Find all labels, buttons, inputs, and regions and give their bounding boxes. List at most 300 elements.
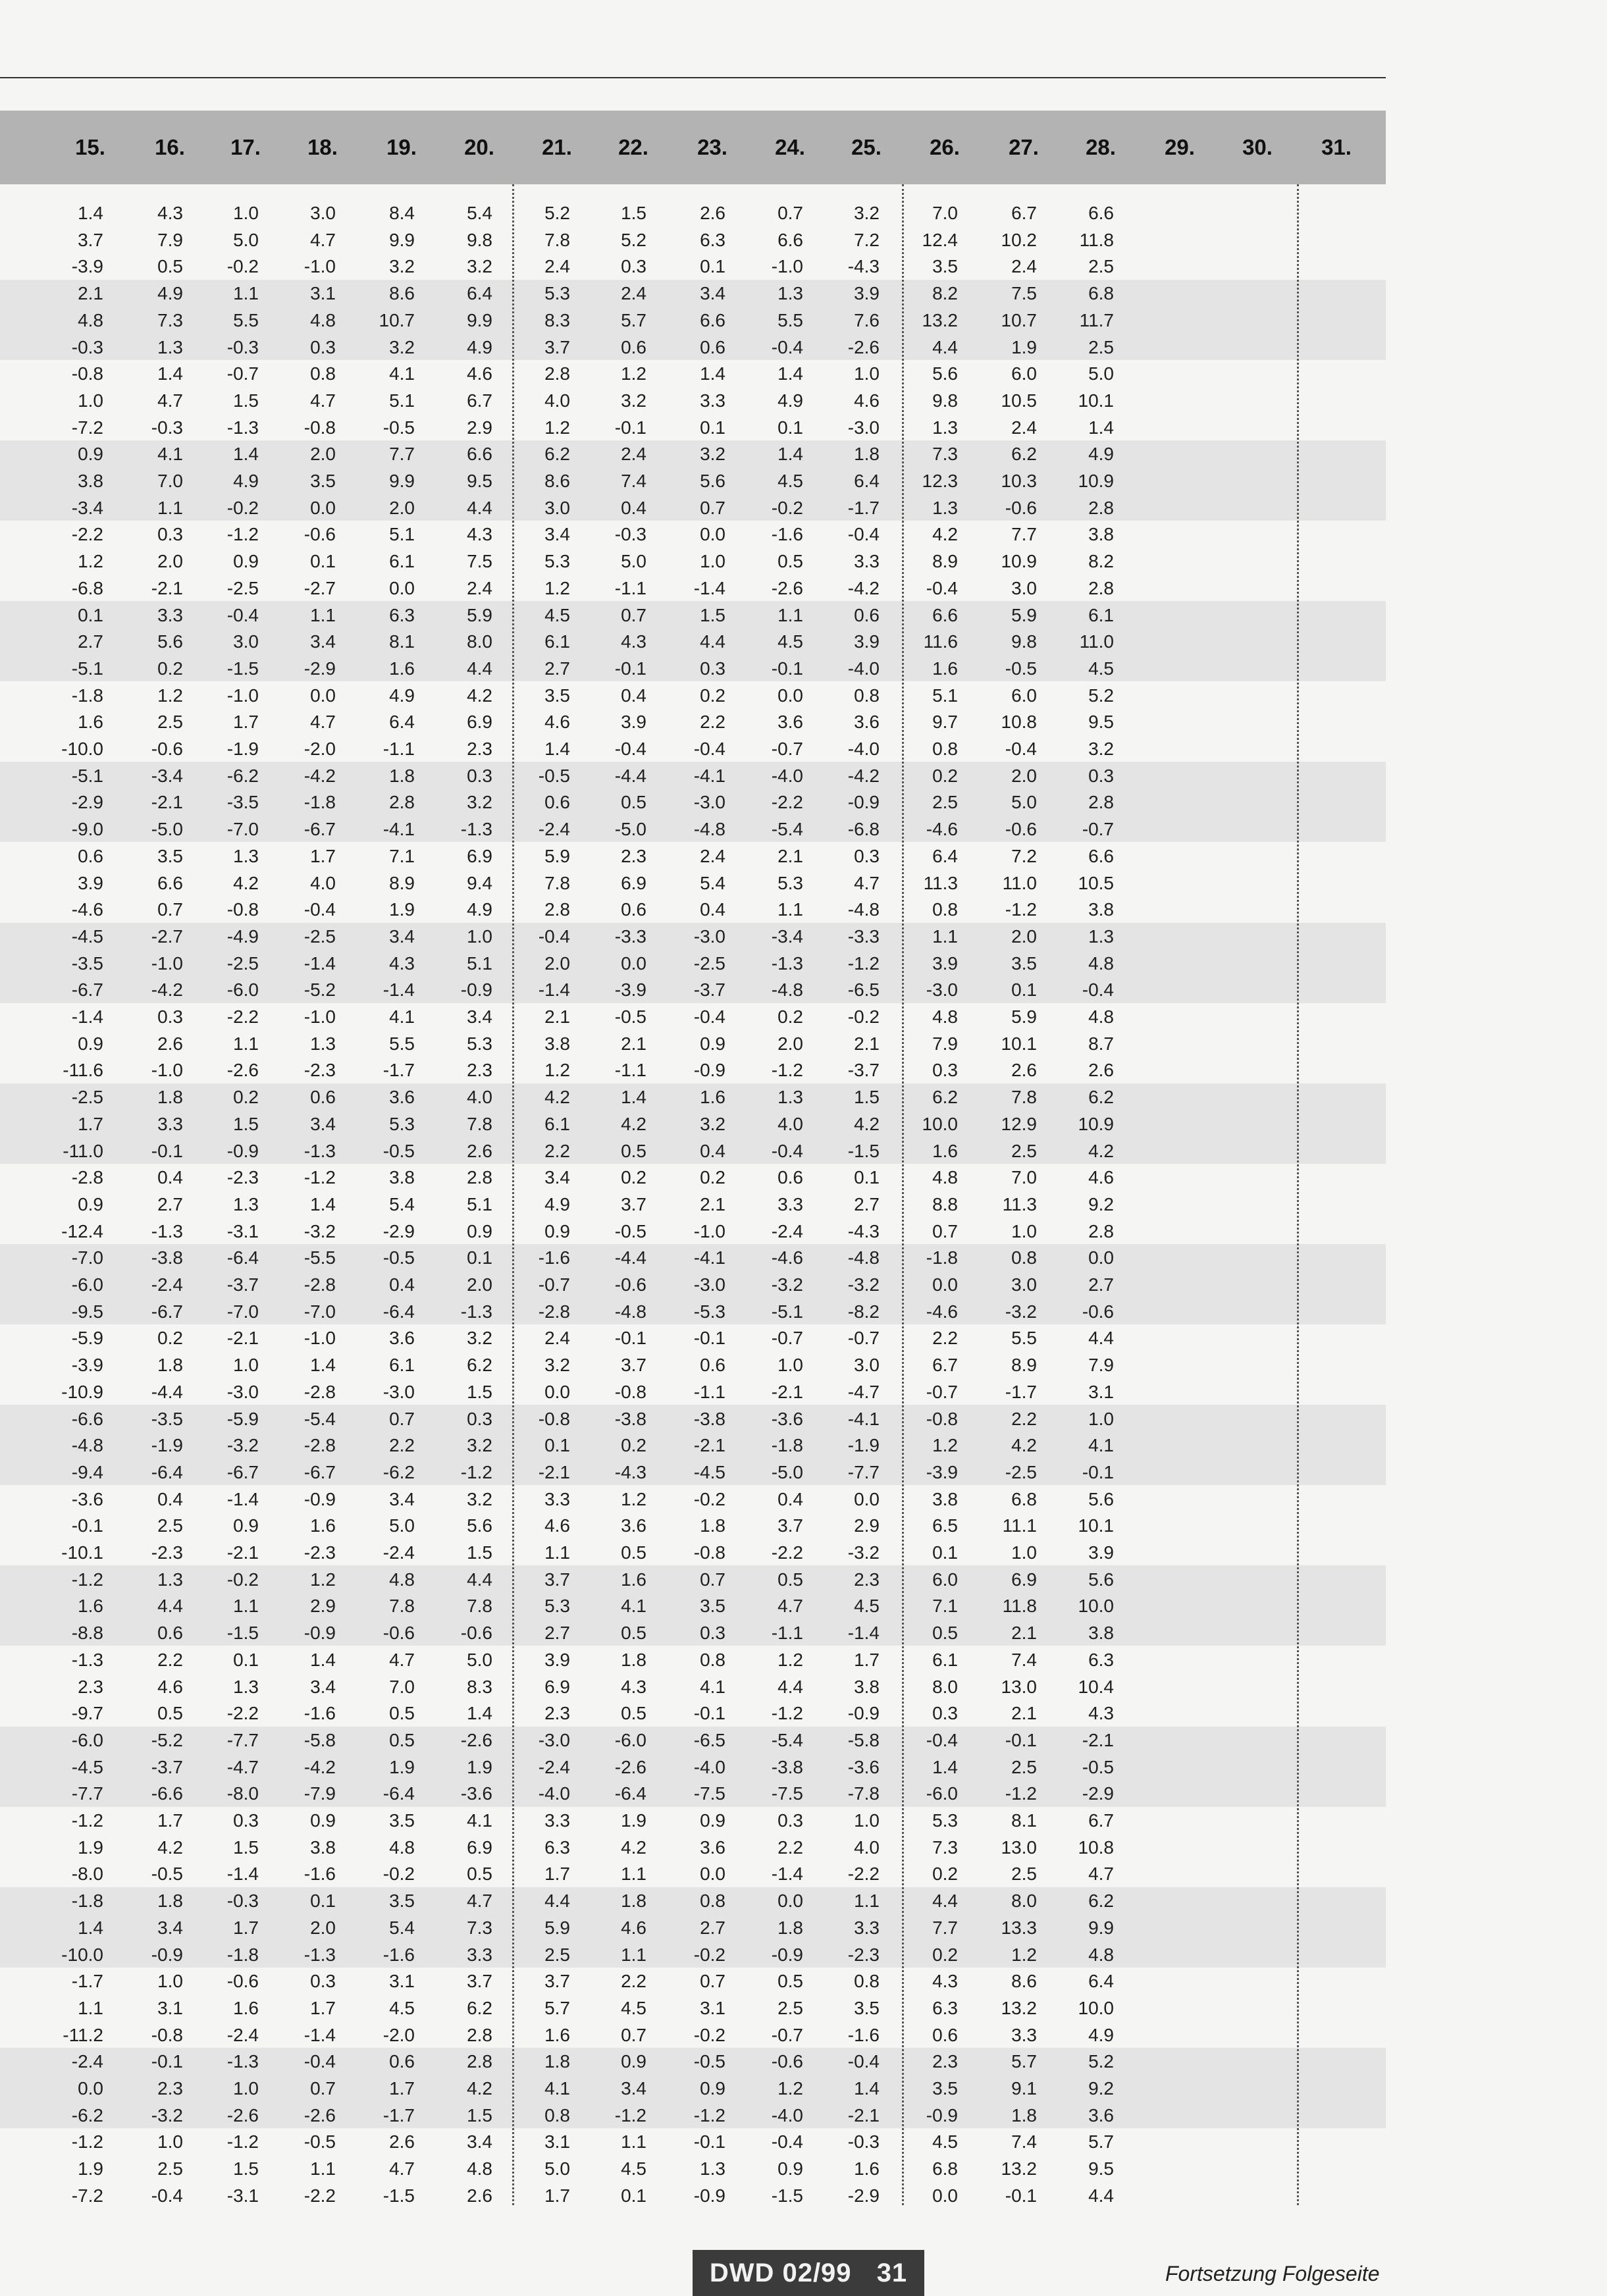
- cell-r71-day17: 1.0: [233, 2078, 259, 2099]
- cell-r75-day25: -2.9: [847, 2185, 880, 2206]
- cell-r44-day23: 0.6: [700, 1355, 725, 1376]
- cell-r73-day15: -1.2: [71, 2131, 103, 2152]
- cell-r51-day17: -2.1: [226, 1542, 259, 1563]
- cell-r53-day18: 2.9: [310, 1596, 336, 1617]
- cell-r18-day23: 0.3: [700, 658, 725, 679]
- cell-r10-day21: 6.2: [544, 444, 570, 465]
- cell-r23-day15: -2.9: [71, 792, 103, 813]
- cell-r20-day16: 2.5: [157, 712, 183, 733]
- cell-r36-day24: -0.4: [771, 1140, 803, 1161]
- column-divider-1: [512, 184, 514, 2205]
- cell-r19-day25: 0.8: [854, 685, 880, 706]
- cell-r69-day25: -1.6: [847, 2024, 880, 2045]
- cell-r62-day19: 4.8: [389, 1837, 415, 1858]
- cell-r63-day19: -0.2: [382, 1864, 415, 1885]
- cell-r18-day25: -4.0: [847, 658, 880, 679]
- cell-r56-day15: 2.3: [78, 1676, 103, 1697]
- cell-r75-day17: -3.1: [226, 2185, 259, 2206]
- cell-r14-day24: 0.5: [777, 551, 803, 572]
- cell-r62-day18: 3.8: [310, 1837, 336, 1858]
- cell-r30-day19: -1.4: [382, 979, 415, 1001]
- cell-r22-day20: 0.3: [467, 765, 492, 786]
- cell-r9-day17: -1.3: [226, 417, 259, 438]
- cell-r68-day21: 5.7: [544, 1997, 570, 2018]
- cell-r27-day27: -1.2: [1005, 899, 1037, 920]
- cell-r16-day26: 6.6: [932, 604, 958, 625]
- cell-r26-day18: 4.0: [310, 872, 336, 893]
- cell-r39-day17: -3.1: [226, 1220, 259, 1241]
- cell-r39-day28: 2.8: [1088, 1220, 1114, 1241]
- cell-r74-day25: 1.6: [854, 2158, 880, 2179]
- cell-r18-day26: 1.6: [932, 658, 958, 679]
- cell-r11-day17: 4.9: [233, 471, 259, 491]
- cell-r35-day23: 3.2: [700, 1113, 725, 1134]
- cell-r4-day17: 1.1: [233, 283, 259, 304]
- cell-r6-day28: 2.5: [1088, 336, 1114, 357]
- cell-r54-day23: 0.3: [700, 1623, 725, 1644]
- cell-r25-day27: 7.2: [1011, 845, 1037, 866]
- cell-r7-day27: 6.0: [1011, 363, 1037, 384]
- cell-r43-day24: -0.7: [771, 1328, 803, 1349]
- cell-r32-day26: 7.9: [932, 1033, 958, 1054]
- cell-r58-day15: -6.0: [71, 1729, 103, 1750]
- cell-r13-day15: -2.2: [71, 524, 103, 545]
- cell-r11-day16: 7.0: [157, 471, 183, 491]
- cell-r56-day26: 8.0: [932, 1676, 958, 1697]
- cell-r1-day23: 2.6: [700, 203, 725, 223]
- cell-r53-day22: 4.1: [621, 1596, 646, 1617]
- cell-r61-day18: 0.9: [310, 1810, 336, 1831]
- cell-r47-day23: -2.1: [693, 1435, 725, 1456]
- cell-r40-day22: -4.4: [614, 1247, 646, 1268]
- cell-r29-day25: -1.2: [847, 952, 880, 974]
- cell-r58-day25: -5.8: [847, 1729, 880, 1750]
- cell-r16-day21: 4.5: [544, 604, 570, 625]
- cell-r41-day22: -0.6: [614, 1274, 646, 1295]
- cell-r48-day17: -6.7: [226, 1461, 259, 1482]
- cell-r36-day23: 0.4: [700, 1140, 725, 1161]
- cell-r46-day17: -5.9: [226, 1408, 259, 1429]
- cell-r3-day21: 2.4: [544, 256, 570, 277]
- cell-r49-day23: -0.2: [693, 1488, 725, 1509]
- cell-r37-day27: 7.0: [1011, 1167, 1037, 1188]
- cell-r26-day19: 8.9: [389, 872, 415, 893]
- cell-r19-day23: 0.2: [700, 685, 725, 706]
- cell-r29-day15: -3.5: [71, 952, 103, 974]
- cell-r16-day27: 5.9: [1011, 604, 1037, 625]
- cell-r56-day27: 13.0: [1001, 1676, 1037, 1697]
- cell-r15-day19: 0.0: [389, 577, 415, 598]
- cell-r33-day26: 0.3: [932, 1060, 958, 1081]
- day-header-31: 31.: [1321, 135, 1352, 159]
- cell-r8-day21: 4.0: [544, 390, 570, 411]
- cell-r45-day17: -3.0: [226, 1381, 259, 1402]
- cell-r16-day19: 6.3: [389, 604, 415, 625]
- cell-r13-day24: -1.6: [771, 524, 803, 545]
- cell-r45-day15: -10.9: [61, 1381, 103, 1402]
- cell-r23-day16: -2.1: [151, 792, 183, 813]
- cell-r41-day17: -3.7: [226, 1274, 259, 1295]
- day-header-29: 29.: [1165, 135, 1195, 159]
- cell-r59-day27: 2.5: [1011, 1756, 1037, 1777]
- cell-r43-day26: 2.2: [932, 1328, 958, 1349]
- cell-r36-day15: -11.0: [63, 1140, 103, 1161]
- cell-r15-day15: -6.8: [71, 577, 103, 598]
- cell-r63-day25: -2.2: [847, 1864, 880, 1885]
- cell-r50-day25: 2.9: [854, 1515, 880, 1536]
- cell-r59-day25: -3.6: [847, 1756, 880, 1777]
- cell-r29-day22: 0.0: [621, 952, 646, 974]
- cell-r39-day20: 0.9: [467, 1220, 492, 1241]
- cell-r62-day17: 1.5: [233, 1837, 259, 1858]
- cell-r8-day15: 1.0: [78, 390, 103, 411]
- cell-r65-day21: 5.9: [544, 1917, 570, 1938]
- cell-r52-day15: -1.2: [71, 1569, 103, 1590]
- cell-r17-day16: 5.6: [157, 631, 183, 652]
- cell-r56-day20: 8.3: [467, 1676, 492, 1697]
- cell-r60-day25: -7.8: [847, 1783, 880, 1804]
- cell-r18-day17: -1.5: [226, 658, 259, 679]
- cell-r72-day17: -2.6: [226, 2104, 259, 2126]
- cell-r41-day18: -2.8: [303, 1274, 336, 1295]
- cell-r73-day16: 1.0: [157, 2131, 183, 2152]
- cell-r35-day25: 4.2: [854, 1113, 880, 1134]
- cell-r41-day28: 2.7: [1088, 1274, 1114, 1295]
- cell-r5-day26: 13.2: [922, 309, 958, 330]
- cell-r54-day15: -8.8: [71, 1623, 103, 1644]
- cell-r55-day20: 5.0: [467, 1649, 492, 1670]
- cell-r46-day15: -6.6: [71, 1408, 103, 1429]
- cell-r43-day27: 5.5: [1011, 1328, 1037, 1349]
- cell-r52-day21: 3.7: [544, 1569, 570, 1590]
- cell-r71-day21: 4.1: [544, 2078, 570, 2099]
- cell-r23-day24: -2.2: [771, 792, 803, 813]
- cell-r69-day26: 0.6: [932, 2024, 958, 2045]
- cell-r41-day25: -3.2: [847, 1274, 880, 1295]
- cell-r57-day28: 4.3: [1088, 1703, 1114, 1724]
- cell-r16-day15: 0.1: [78, 604, 103, 625]
- cell-r59-day26: 1.4: [932, 1756, 958, 1777]
- cell-r33-day18: -2.3: [303, 1060, 336, 1081]
- cell-r34-day21: 4.2: [544, 1087, 570, 1108]
- cell-r62-day26: 7.3: [932, 1837, 958, 1858]
- cell-r53-day26: 7.1: [932, 1596, 958, 1617]
- cell-r32-day21: 3.8: [544, 1033, 570, 1054]
- cell-r8-day24: 4.9: [777, 390, 803, 411]
- cell-r43-day28: 4.4: [1088, 1328, 1114, 1349]
- cell-r24-day28: -0.7: [1082, 819, 1114, 840]
- cell-r16-day24: 1.1: [777, 604, 803, 625]
- cell-r8-day19: 5.1: [389, 390, 415, 411]
- cell-r16-day16: 3.3: [157, 604, 183, 625]
- cell-r33-day23: -0.9: [693, 1060, 725, 1081]
- cell-r70-day16: -0.1: [151, 2051, 183, 2072]
- cell-r11-day21: 8.6: [544, 471, 570, 491]
- cell-r64-day23: 0.8: [700, 1891, 725, 1912]
- cell-r42-day27: -3.2: [1005, 1301, 1037, 1322]
- cell-r64-day27: 8.0: [1011, 1891, 1037, 1912]
- cell-r12-day28: 2.8: [1088, 497, 1114, 518]
- cell-r54-day22: 0.5: [621, 1623, 646, 1644]
- cell-r44-day16: 1.8: [157, 1355, 183, 1376]
- cell-r32-day27: 10.1: [1001, 1033, 1037, 1054]
- cell-r38-day21: 4.9: [544, 1193, 570, 1214]
- cell-r9-day26: 1.3: [932, 417, 958, 438]
- cell-r22-day17: -6.2: [226, 765, 259, 786]
- cell-r68-day27: 13.2: [1001, 1997, 1037, 2018]
- cell-r66-day18: -1.3: [303, 1944, 336, 1965]
- cell-r3-day18: -1.0: [303, 256, 336, 277]
- cell-r10-day19: 7.7: [389, 444, 415, 465]
- cell-r56-day19: 7.0: [389, 1676, 415, 1697]
- cell-r5-day21: 8.3: [544, 309, 570, 330]
- cell-r42-day16: -6.7: [151, 1301, 183, 1322]
- cell-r21-day25: -4.0: [847, 739, 880, 759]
- cell-r27-day23: 0.4: [700, 899, 725, 920]
- cell-r14-day21: 5.3: [544, 551, 570, 572]
- cell-r56-day25: 3.8: [854, 1676, 880, 1697]
- cell-r65-day19: 5.4: [389, 1917, 415, 1938]
- cell-r24-day19: -4.1: [382, 819, 415, 840]
- cell-r11-day20: 9.5: [467, 471, 492, 491]
- cell-r50-day19: 5.0: [389, 1515, 415, 1536]
- cell-r70-day27: 5.7: [1011, 2051, 1037, 2072]
- cell-r33-day19: -1.7: [382, 1060, 415, 1081]
- cell-r32-day16: 2.6: [157, 1033, 183, 1054]
- cell-r61-day16: 1.7: [157, 1810, 183, 1831]
- cell-r55-day17: 0.1: [233, 1649, 259, 1670]
- cell-r62-day22: 4.2: [621, 1837, 646, 1858]
- cell-r63-day15: -8.0: [71, 1864, 103, 1885]
- cell-r5-day19: 10.7: [379, 309, 415, 330]
- cell-r58-day21: -3.0: [538, 1729, 570, 1750]
- day-header-27: 27.: [1009, 135, 1039, 159]
- cell-r41-day15: -6.0: [71, 1274, 103, 1295]
- cell-r65-day24: 1.8: [777, 1917, 803, 1938]
- cell-r40-day17: -6.4: [226, 1247, 259, 1268]
- cell-r4-day16: 4.9: [157, 283, 183, 304]
- cell-r60-day19: -6.4: [382, 1783, 415, 1804]
- cell-r1-day16: 4.3: [157, 203, 183, 223]
- cell-r73-day22: 1.1: [621, 2131, 646, 2152]
- cell-r37-day17: -2.3: [226, 1167, 259, 1188]
- cell-r28-day19: 3.4: [389, 926, 415, 947]
- cell-r48-day18: -6.7: [303, 1461, 336, 1482]
- cell-r68-day23: 3.1: [700, 1997, 725, 2018]
- cell-r9-day15: -7.2: [71, 417, 103, 438]
- top-rule: [0, 77, 1386, 78]
- cell-r60-day28: -2.9: [1082, 1783, 1114, 1804]
- cell-r11-day26: 12.3: [922, 471, 958, 491]
- cell-r19-day22: 0.4: [621, 685, 646, 706]
- cell-r57-day25: -0.9: [847, 1703, 880, 1724]
- cell-r6-day25: -2.6: [847, 336, 880, 357]
- cell-r45-day25: -4.7: [847, 1381, 880, 1402]
- cell-r55-day16: 2.2: [157, 1649, 183, 1670]
- cell-r28-day27: 2.0: [1011, 926, 1037, 947]
- cell-r52-day23: 0.7: [700, 1569, 725, 1590]
- cell-r28-day23: -3.0: [693, 926, 725, 947]
- cell-r18-day22: -0.1: [614, 658, 646, 679]
- cell-r22-day19: 1.8: [389, 765, 415, 786]
- cell-r16-day17: -0.4: [226, 604, 259, 625]
- cell-r38-day28: 9.2: [1088, 1193, 1114, 1214]
- cell-r50-day26: 6.5: [932, 1515, 958, 1536]
- cell-r39-day25: -4.3: [847, 1220, 880, 1241]
- day-header-25: 25.: [851, 135, 882, 159]
- cell-r34-day25: 1.5: [854, 1087, 880, 1108]
- cell-r21-day22: -0.4: [614, 739, 646, 759]
- cell-r28-day24: -3.4: [771, 926, 803, 947]
- cell-r32-day17: 1.1: [233, 1033, 259, 1054]
- cell-r65-day20: 7.3: [467, 1917, 492, 1938]
- cell-r57-day20: 1.4: [467, 1703, 492, 1724]
- cell-r3-day16: 0.5: [157, 256, 183, 277]
- cell-r2-day27: 10.2: [1001, 229, 1037, 250]
- cell-r71-day26: 3.5: [932, 2078, 958, 2099]
- cell-r9-day28: 1.4: [1088, 417, 1114, 438]
- cell-r75-day26: 0.0: [932, 2185, 958, 2206]
- cell-r31-day19: 4.1: [389, 1006, 415, 1027]
- cell-r20-day22: 3.9: [621, 712, 646, 733]
- cell-r47-day16: -1.9: [151, 1435, 183, 1456]
- cell-r41-day27: 3.0: [1011, 1274, 1037, 1295]
- cell-r48-day16: -6.4: [151, 1461, 183, 1482]
- cell-r73-day24: -0.4: [771, 2131, 803, 2152]
- cell-r3-day15: -3.9: [71, 256, 103, 277]
- cell-r28-day15: -4.5: [71, 926, 103, 947]
- cell-r22-day28: 0.3: [1088, 765, 1114, 786]
- cell-r43-day18: -1.0: [303, 1328, 336, 1349]
- cell-r19-day24: 0.0: [777, 685, 803, 706]
- cell-r71-day24: 1.2: [777, 2078, 803, 2099]
- cell-r28-day21: -0.4: [538, 926, 570, 947]
- cell-r33-day15: -11.6: [63, 1060, 103, 1081]
- cell-r75-day18: -2.2: [303, 2185, 336, 2206]
- cell-r29-day28: 4.8: [1088, 952, 1114, 974]
- cell-r66-day16: -0.9: [151, 1944, 183, 1965]
- cell-r14-day22: 5.0: [621, 551, 646, 572]
- cell-r9-day23: 0.1: [700, 417, 725, 438]
- cell-r54-day27: 2.1: [1011, 1623, 1037, 1644]
- cell-r67-day19: 3.1: [389, 1971, 415, 1992]
- cell-r5-day27: 10.7: [1001, 309, 1037, 330]
- cell-r37-day20: 2.8: [467, 1167, 492, 1188]
- cell-r8-day26: 9.8: [932, 390, 958, 411]
- cell-r61-day28: 6.7: [1088, 1810, 1114, 1831]
- cell-r5-day22: 5.7: [621, 309, 646, 330]
- cell-r50-day20: 5.6: [467, 1515, 492, 1536]
- cell-r48-day25: -7.7: [847, 1461, 880, 1482]
- cell-r2-day26: 12.4: [922, 229, 958, 250]
- cell-r65-day23: 2.7: [700, 1917, 725, 1938]
- cell-r21-day17: -1.9: [226, 739, 259, 759]
- cell-r20-day28: 9.5: [1088, 712, 1114, 733]
- cell-r39-day21: 0.9: [544, 1220, 570, 1241]
- cell-r10-day27: 6.2: [1011, 444, 1037, 465]
- day-header-row: [0, 111, 1386, 184]
- cell-r73-day26: 4.5: [932, 2131, 958, 2152]
- cell-r51-day21: 1.1: [544, 1542, 570, 1563]
- cell-r31-day16: 0.3: [157, 1006, 183, 1027]
- cell-r64-day24: 0.0: [777, 1891, 803, 1912]
- cell-r22-day18: -4.2: [303, 765, 336, 786]
- cell-r50-day24: 3.7: [777, 1515, 803, 1536]
- cell-r47-day25: -1.9: [847, 1435, 880, 1456]
- cell-r8-day16: 4.7: [157, 390, 183, 411]
- cell-r31-day28: 4.8: [1088, 1006, 1114, 1027]
- cell-r3-day22: 0.3: [621, 256, 646, 277]
- cell-r71-day22: 3.4: [621, 2078, 646, 2099]
- cell-r24-day18: -6.7: [303, 819, 336, 840]
- cell-r30-day17: -6.0: [226, 979, 259, 1001]
- cell-r70-day25: -0.4: [847, 2051, 880, 2072]
- cell-r74-day15: 1.9: [78, 2158, 103, 2179]
- cell-r40-day24: -4.6: [771, 1247, 803, 1268]
- cell-r57-day18: -1.6: [303, 1703, 336, 1724]
- cell-r14-day23: 1.0: [700, 551, 725, 572]
- cell-r13-day23: 0.0: [700, 524, 725, 545]
- cell-r54-day19: -0.6: [382, 1623, 415, 1644]
- cell-r14-day17: 0.9: [233, 551, 259, 572]
- cell-r45-day16: -4.4: [151, 1381, 183, 1402]
- cell-r43-day16: 0.2: [157, 1328, 183, 1349]
- cell-r17-day21: 6.1: [544, 631, 570, 652]
- cell-r25-day28: 6.6: [1088, 845, 1114, 866]
- cell-r13-day26: 4.2: [932, 524, 958, 545]
- cell-r67-day18: 0.3: [310, 1971, 336, 1992]
- cell-r51-day27: 1.0: [1011, 1542, 1037, 1563]
- cell-r64-day22: 1.8: [621, 1891, 646, 1912]
- cell-r47-day26: 1.2: [932, 1435, 958, 1456]
- cell-r32-day25: 2.1: [854, 1033, 880, 1054]
- cell-r51-day26: 0.1: [932, 1542, 958, 1563]
- cell-r25-day18: 1.7: [310, 845, 336, 866]
- cell-r25-day23: 2.4: [700, 845, 725, 866]
- cell-r61-day17: 0.3: [233, 1810, 259, 1831]
- cell-r29-day18: -1.4: [303, 952, 336, 974]
- cell-r64-day19: 3.5: [389, 1891, 415, 1912]
- cell-r5-day20: 9.9: [467, 309, 492, 330]
- cell-r45-day21: 0.0: [544, 1381, 570, 1402]
- cell-r53-day15: 1.6: [78, 1596, 103, 1617]
- cell-r5-day24: 5.5: [777, 309, 803, 330]
- cell-r27-day19: 1.9: [389, 899, 415, 920]
- cell-r74-day20: 4.8: [467, 2158, 492, 2179]
- cell-r19-day16: 1.2: [157, 685, 183, 706]
- cell-r38-day27: 11.3: [1002, 1193, 1037, 1214]
- cell-r67-day21: 3.7: [544, 1971, 570, 1992]
- cell-r21-day27: -0.4: [1005, 739, 1037, 759]
- cell-r42-day15: -9.5: [71, 1301, 103, 1322]
- cell-r27-day24: 1.1: [777, 899, 803, 920]
- cell-r74-day19: 4.7: [389, 2158, 415, 2179]
- cell-r68-day17: 1.6: [233, 1997, 259, 2018]
- cell-r52-day18: 1.2: [310, 1569, 336, 1590]
- cell-r48-day22: -4.3: [614, 1461, 646, 1482]
- cell-r71-day19: 1.7: [389, 2078, 415, 2099]
- cell-r37-day18: -1.2: [303, 1167, 336, 1188]
- cell-r19-day17: -1.0: [226, 685, 259, 706]
- cell-r13-day17: -1.2: [226, 524, 259, 545]
- cell-r63-day20: 0.5: [467, 1864, 492, 1885]
- cell-r2-day19: 9.9: [389, 229, 415, 250]
- cell-r28-day16: -2.7: [151, 926, 183, 947]
- cell-r64-day17: -0.3: [226, 1891, 259, 1912]
- cell-r36-day17: -0.9: [226, 1140, 259, 1161]
- cell-r55-day26: 6.1: [932, 1649, 958, 1670]
- cell-r43-day15: -5.9: [71, 1328, 103, 1349]
